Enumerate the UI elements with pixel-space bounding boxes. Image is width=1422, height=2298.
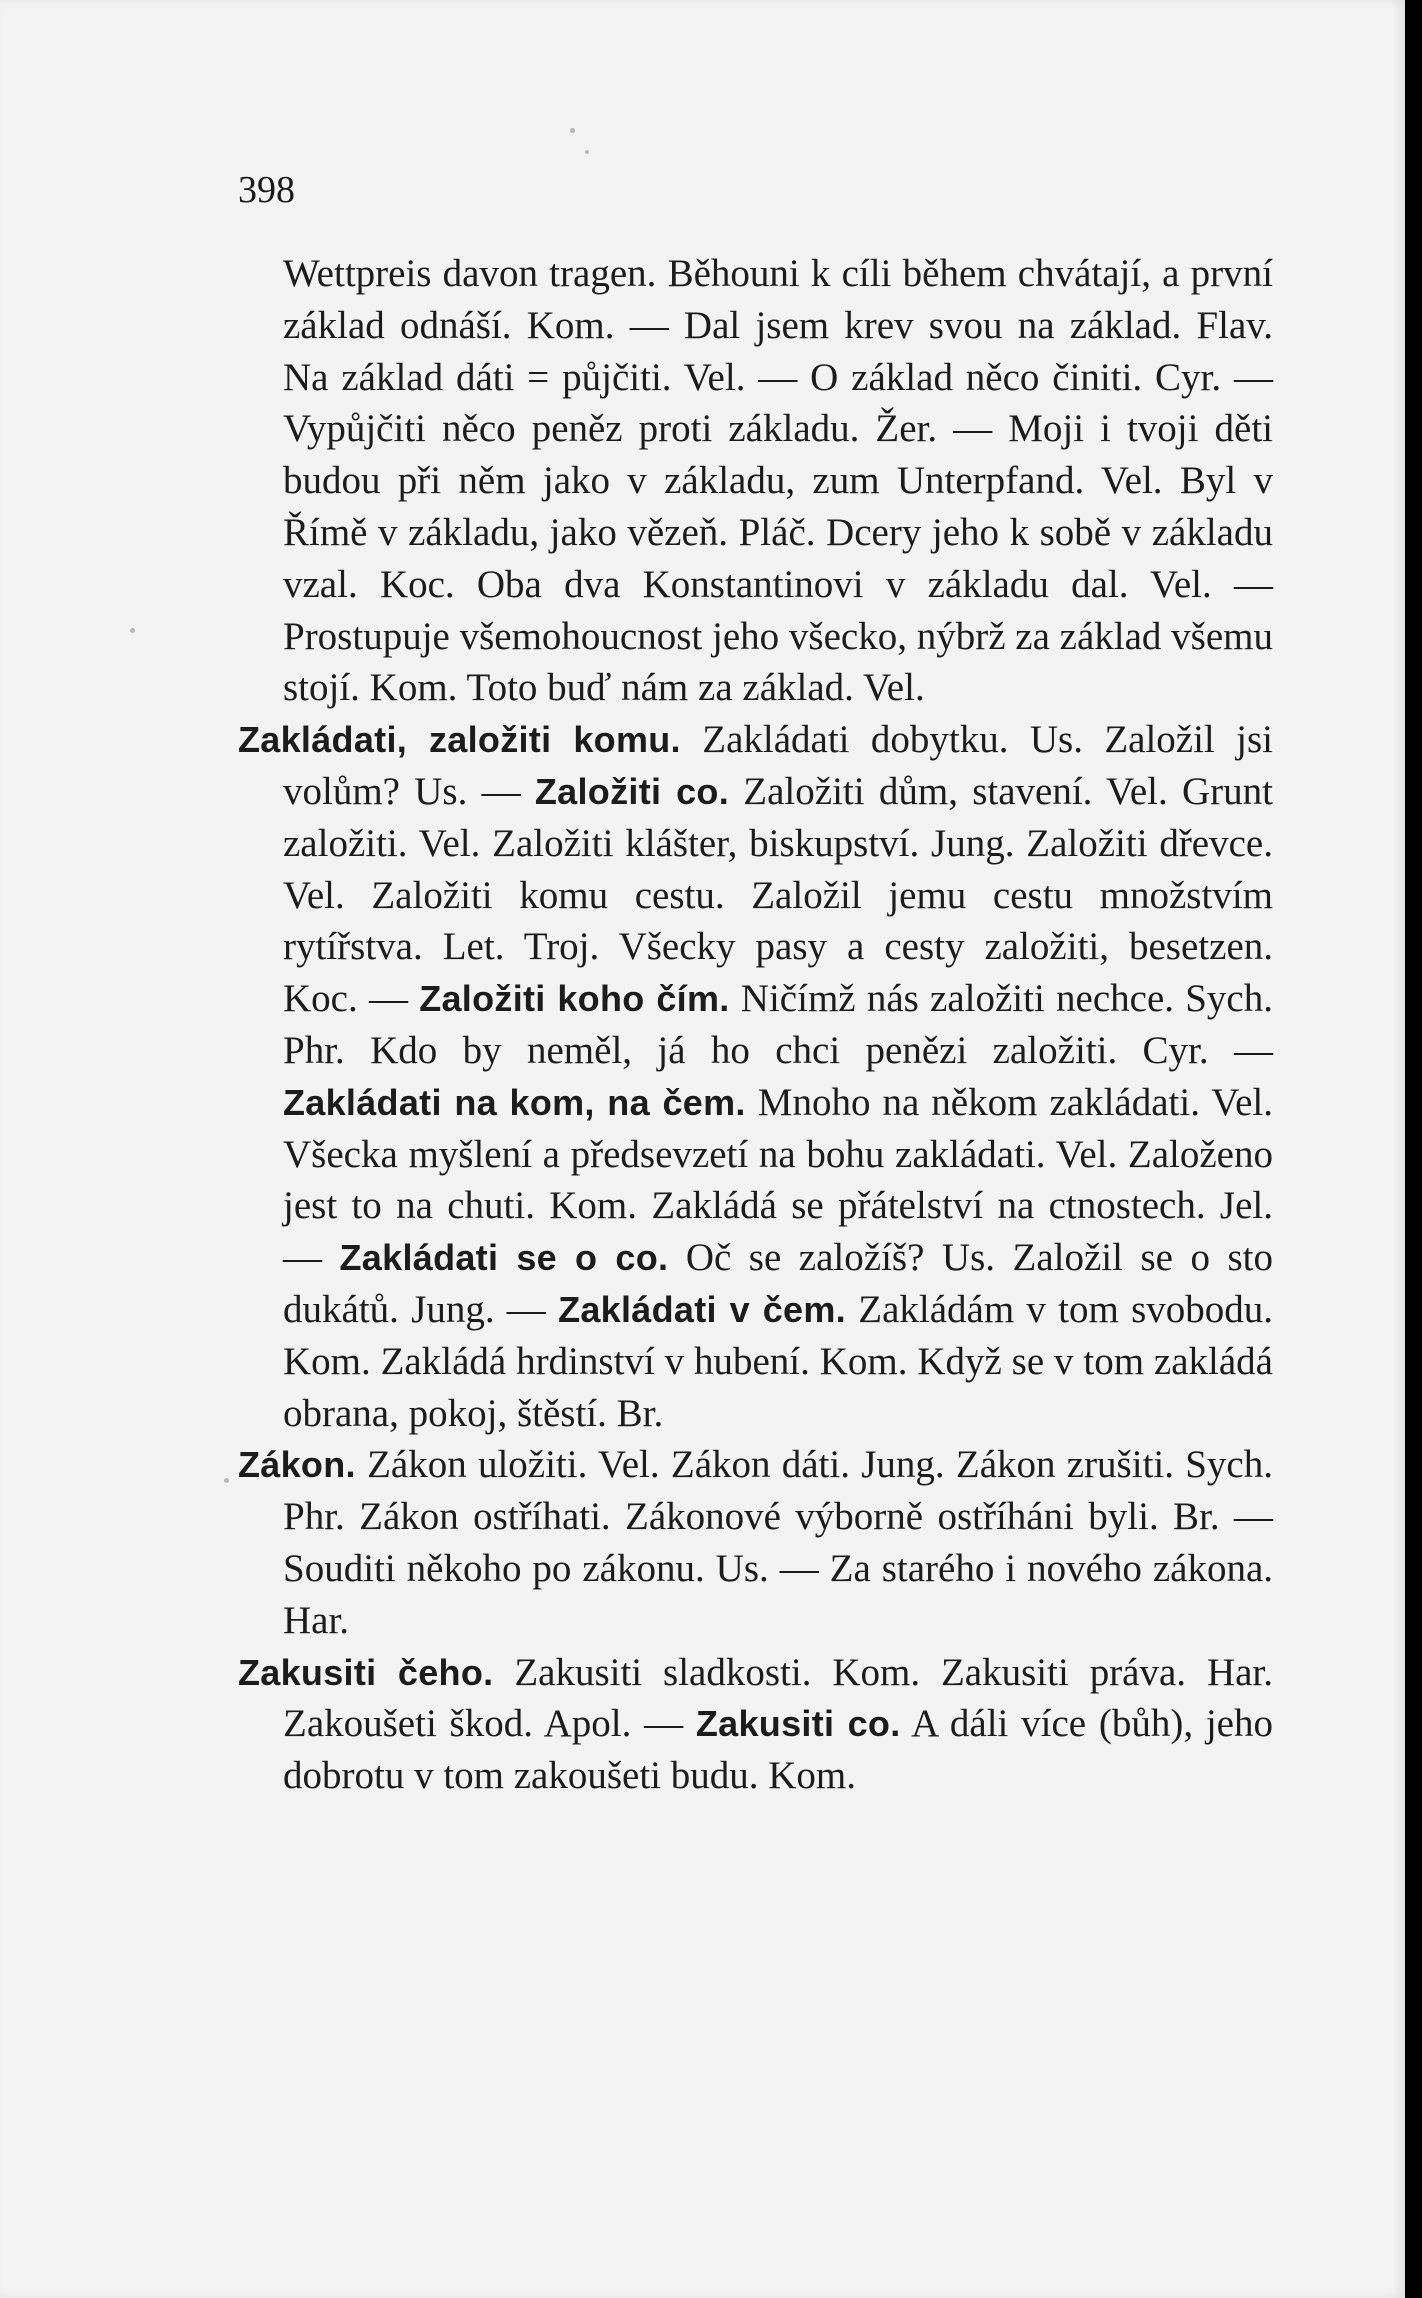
- entry-subheadword: Zakusiti co.: [695, 1703, 901, 1745]
- dictionary-entries: [238, 248, 1273, 1802]
- paper-speck: [224, 1478, 229, 1483]
- entry-subheadword: Založiti co.: [534, 770, 730, 812]
- entry-text: Mnoho na někom zakládati. Vel. Všecka myšlení a předsevzetí na bohu zakládati. Vel. Založeno jest to na chuti. Kom. Zakládá se přátelství na ctnostech. Jel. —: [283, 1080, 1273, 1280]
- entry-headword: Zákon.: [238, 1444, 356, 1486]
- entry-headword: Zakládati, založiti komu.: [238, 719, 681, 761]
- entry-subheadword: Zakládati se o co.: [339, 1237, 669, 1279]
- entry-zakon: [238, 1439, 1273, 1646]
- entry-subheadword: Založiti koho čím.: [419, 978, 730, 1020]
- paper-speck: [585, 150, 589, 154]
- entry-text: A dáli více (bůh), jeho dobrotu v tom zakoušeti budu. Kom.: [283, 1702, 1273, 1798]
- entry-subheadword: Zakládati na kom, na čem.: [283, 1081, 746, 1123]
- entry-zakusiti: [238, 1647, 1273, 1802]
- entry-zakladati: [238, 714, 1273, 1439]
- paper-speck: [570, 128, 575, 133]
- entry-text: Zakládati dobytku. Us. Založil jsi volům? Us. —: [283, 718, 1274, 813]
- entry-text: Založiti dům, stavení. Vel. Grunt založiti. Vel. Založiti klášter, biskupství. Jung. Založiti dřevce. Vel. Založiti komu cestu. Založil jemu cestu množstvím rytířstva. Let. Troj. Všecky pasy a cesty založiti, besetzen. Koc. —: [283, 769, 1273, 1021]
- entry-text: Oč se založíš? Us. Založil se o sto dukátů. Jung. —: [283, 1236, 1273, 1331]
- entry-text: Zakusiti sladkosti. Kom. Zakusiti práva. Har. Zakoušeti škod. Apol. —: [283, 1650, 1274, 1746]
- entry-text: Wettpreis davon tragen. Běhouni k cíli během chvátají, a první základ odnáší. Kom. — Dal jsem krev svou na základ. Flav. Na základ dáti = půjčiti. Vel. — O základ něco činiti. Cyr. — Vypůjčiti něco peněz proti základu. Žer. — Moji i tvoji děti budou při něm jako v základu, zum Unterpfand. Vel. Byl v Římě v základu, jako vězeň. Pláč. Dcery jeho k sobě v základu vzal. Koc. Oba dva Konstantinovi v základu dal. Vel. — Prostupuje všemohoucnost jeho všecko, nýbrž za základ všemu stojí. Kom. Toto buď nám za základ. Vel.: [283, 252, 1273, 710]
- entry-headword: Zakusiti čeho.: [238, 1651, 494, 1693]
- page-number: 398: [238, 169, 295, 211]
- entry-text: Ničímž nás založiti nechce. Sych. Phr. Kdo by neměl, já ho chci penězi založiti. Cyr. —: [283, 977, 1273, 1072]
- entry-zaklad-continuation: [238, 248, 1273, 714]
- entry-text: Zakládám v tom svobodu. Kom. Zakládá hrdinství v hubení. Kom. Když se v tom zakládá obrana, pokoj, štěstí. Br.: [283, 1287, 1273, 1435]
- entry-subheadword: Zakládati v čem.: [558, 1288, 846, 1330]
- entry-text: Zákon uložiti. Vel. Zákon dáti. Jung. Zákon zrušiti. Sych. Phr. Zákon ostříhati. Zákonové výborně ostříháni byli. Br. — Souditi někoho po zákonu. Us. — Za starého i nového zákona. Har.: [283, 1443, 1273, 1642]
- paper-speck: [130, 628, 135, 633]
